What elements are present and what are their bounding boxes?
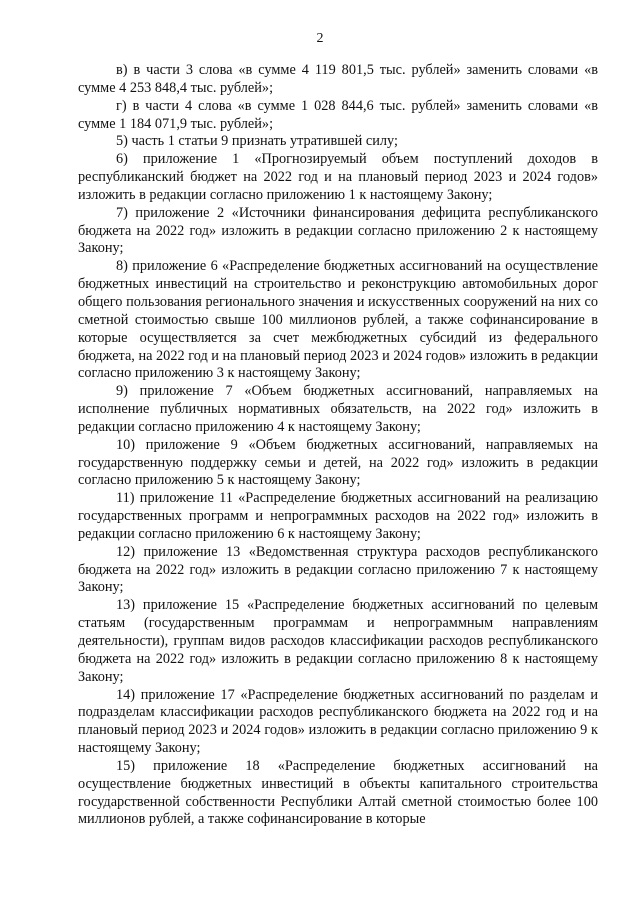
paragraph-9: 9) приложение 7 «Объем бюджетных ассигнований, направляемых на исполнение публичных нормативных обязательств, на 2022 год» изложить в редакции согласно приложению 4 к настоящему Закону; [78,383,598,435]
paragraph-8: 8) приложение 6 «Распределение бюджетных ассигнований на осуществление бюджетных инвестиций на строительство и реконструкцию автомобильных дорог общего пользования регионального значения и искусственных сооружений на них со сметной стоимостью свыше 100 миллионов рублей, а также софинансирование в которые осуществляется за счет межбюджетных субсидий из федерального бюджета, на 2022 год и на плановый период 2023 и 2024 годов» изложить в редакции согласно приложению 3 к настоящему Закону; [78,258,598,382]
paragraph-11: 11) приложение 11 «Распределение бюджетных ассигнований на реализацию государственных программ и непрограммных расходов на 2022 год» изложить в редакции согласно приложению 6 к настоящему Закону; [78,490,598,542]
paragraph-14: 14) приложение 17 «Распределение бюджетных ассигнований по разделам и подразделам классификации расходов республиканского бюджета на 2022 год и на плановый период 2023 и 2024 годов» изложить в редакции согласно приложению 9 к настоящему Закону; [78,686,598,757]
page-number: 2 [316,31,324,46]
paragraph-g: г) в части 4 слова «в сумме 1 028 844,6 тыс. рублей» заменить словами «в сумме 1 184 071,9 тыс. рублей»; [78,97,598,132]
paragraph-13: 13) приложение 15 «Распределение бюджетных ассигнований по целевым статьям (государственным программам и непрограммным направлениям деятельности), группам видов расходов классификации расходов республиканского бюджета на 2022 год» изложить в редакции согласно приложению 8 к настоящему Закону; [78,597,598,685]
paragraph-7: 7) приложение 2 «Источники финансирования дефицита республиканского бюджета на 2022 год» изложить в редакции согласно приложению 2 к настоящему Закону; [78,204,598,257]
paragraph-6: 6) приложение 1 «Прогнозируемый объем поступлений доходов в республиканский бюджет на 2022 год и на плановый период 2023 и 2024 годов» изложить в редакции согласно приложению 1 к настоящему Закону; [78,151,598,203]
document-body [78,62,598,829]
paragraph-5: 5) часть 1 статьи 9 признать утратившей силу; [116,133,398,150]
paragraph-12: 12) приложение 13 «Ведомственная структура расходов республиканского бюджета на 2022 год» изложить в редакции согласно приложению 7 к настоящему Закону; [78,543,598,596]
paragraph-15: 15) приложение 18 «Распределение бюджетных ассигнований на осуществление бюджетных инвестиций в объекты капитального строительства государственной собственности Республики Алтай сметной стоимостью более 100 миллионов рублей, а также софинансирование в которые [78,757,598,828]
paragraph-10: 10) приложение 9 «Объем бюджетных ассигнований, направляемых на государственную поддержку семьи и детей, на 2022 год» изложить в редакции согласно приложению 5 к настоящему Закону; [78,436,598,489]
paragraph-v: в) в части 3 слова «в сумме 4 119 801,5 тыс. рублей» заменить словами «в сумме 4 253 848,4 тыс. рублей»; [78,62,598,96]
